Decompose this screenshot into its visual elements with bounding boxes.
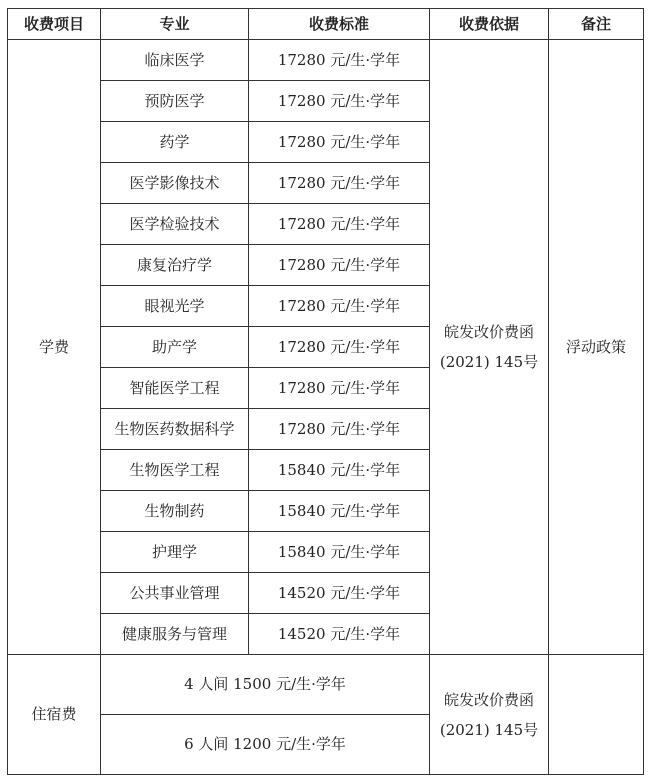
fee-table <box>7 8 644 775</box>
standard-cell: 14520 元/生·学年 <box>249 573 430 614</box>
standard-cell: 15840 元/生·学年 <box>249 491 430 532</box>
standard-cell: 17280 元/生·学年 <box>249 245 430 286</box>
major-cell: 预防医学 <box>101 81 249 122</box>
standard-cell: 17280 元/生·学年 <box>249 204 430 245</box>
standard-cell: 17280 元/生·学年 <box>249 122 430 163</box>
dorm-basis-cell <box>430 655 549 775</box>
basis-line-1: 皖发改价费函 <box>443 690 534 709</box>
standard-cell: 17280 元/生·学年 <box>249 40 430 81</box>
major-cell: 公共事业管理 <box>101 573 249 614</box>
dorm-standard-cell: 4 人间 1500 元/生·学年 <box>101 655 430 715</box>
major-cell: 健康服务与管理 <box>101 614 249 655</box>
header-standard: 收费标准 <box>249 9 430 40</box>
dorm-note-cell <box>549 655 644 775</box>
tuition-item-cell: 学费 <box>8 40 101 655</box>
major-cell: 医学检验技术 <box>101 204 249 245</box>
basis-line-1: 皖发改价费函 <box>443 323 534 341</box>
basis-line-2: (2021) 145号 <box>439 720 539 739</box>
major-cell: 临床医学 <box>101 40 249 81</box>
header-note: 备注 <box>549 9 644 40</box>
major-cell: 眼视光学 <box>101 286 249 327</box>
major-cell: 助产学 <box>101 327 249 368</box>
header-row <box>8 9 644 40</box>
major-cell: 护理学 <box>101 532 249 573</box>
standard-cell: 17280 元/生·学年 <box>249 286 430 327</box>
standard-cell: 15840 元/生·学年 <box>249 532 430 573</box>
major-cell: 生物制药 <box>101 491 249 532</box>
tuition-note-cell: 浮动政策 <box>549 40 644 655</box>
major-cell: 医学影像技术 <box>101 163 249 204</box>
dorm-standard-cell: 6 人间 1200 元/生·学年 <box>101 715 430 775</box>
header-major: 专业 <box>101 9 249 40</box>
standard-cell: 14520 元/生·学年 <box>249 614 430 655</box>
standard-cell: 17280 元/生·学年 <box>249 409 430 450</box>
table-row <box>8 655 644 715</box>
major-cell: 生物医学工程 <box>101 450 249 491</box>
major-cell: 药学 <box>101 122 249 163</box>
standard-cell: 17280 元/生·学年 <box>249 368 430 409</box>
header-basis: 收费依据 <box>430 9 549 40</box>
standard-cell: 17280 元/生·学年 <box>249 81 430 122</box>
tuition-basis-cell <box>430 40 549 655</box>
standard-cell: 15840 元/生·学年 <box>249 450 430 491</box>
major-cell: 智能医学工程 <box>101 368 249 409</box>
standard-cell: 17280 元/生·学年 <box>249 327 430 368</box>
table-row <box>8 40 644 81</box>
major-cell: 生物医药数据科学 <box>101 409 249 450</box>
basis-line-2: (2021) 145号 <box>439 353 539 371</box>
header-fee-item: 收费项目 <box>8 9 101 40</box>
standard-cell: 17280 元/生·学年 <box>249 163 430 204</box>
major-cell: 康复治疗学 <box>101 245 249 286</box>
dorm-item-cell: 住宿费 <box>8 655 101 775</box>
